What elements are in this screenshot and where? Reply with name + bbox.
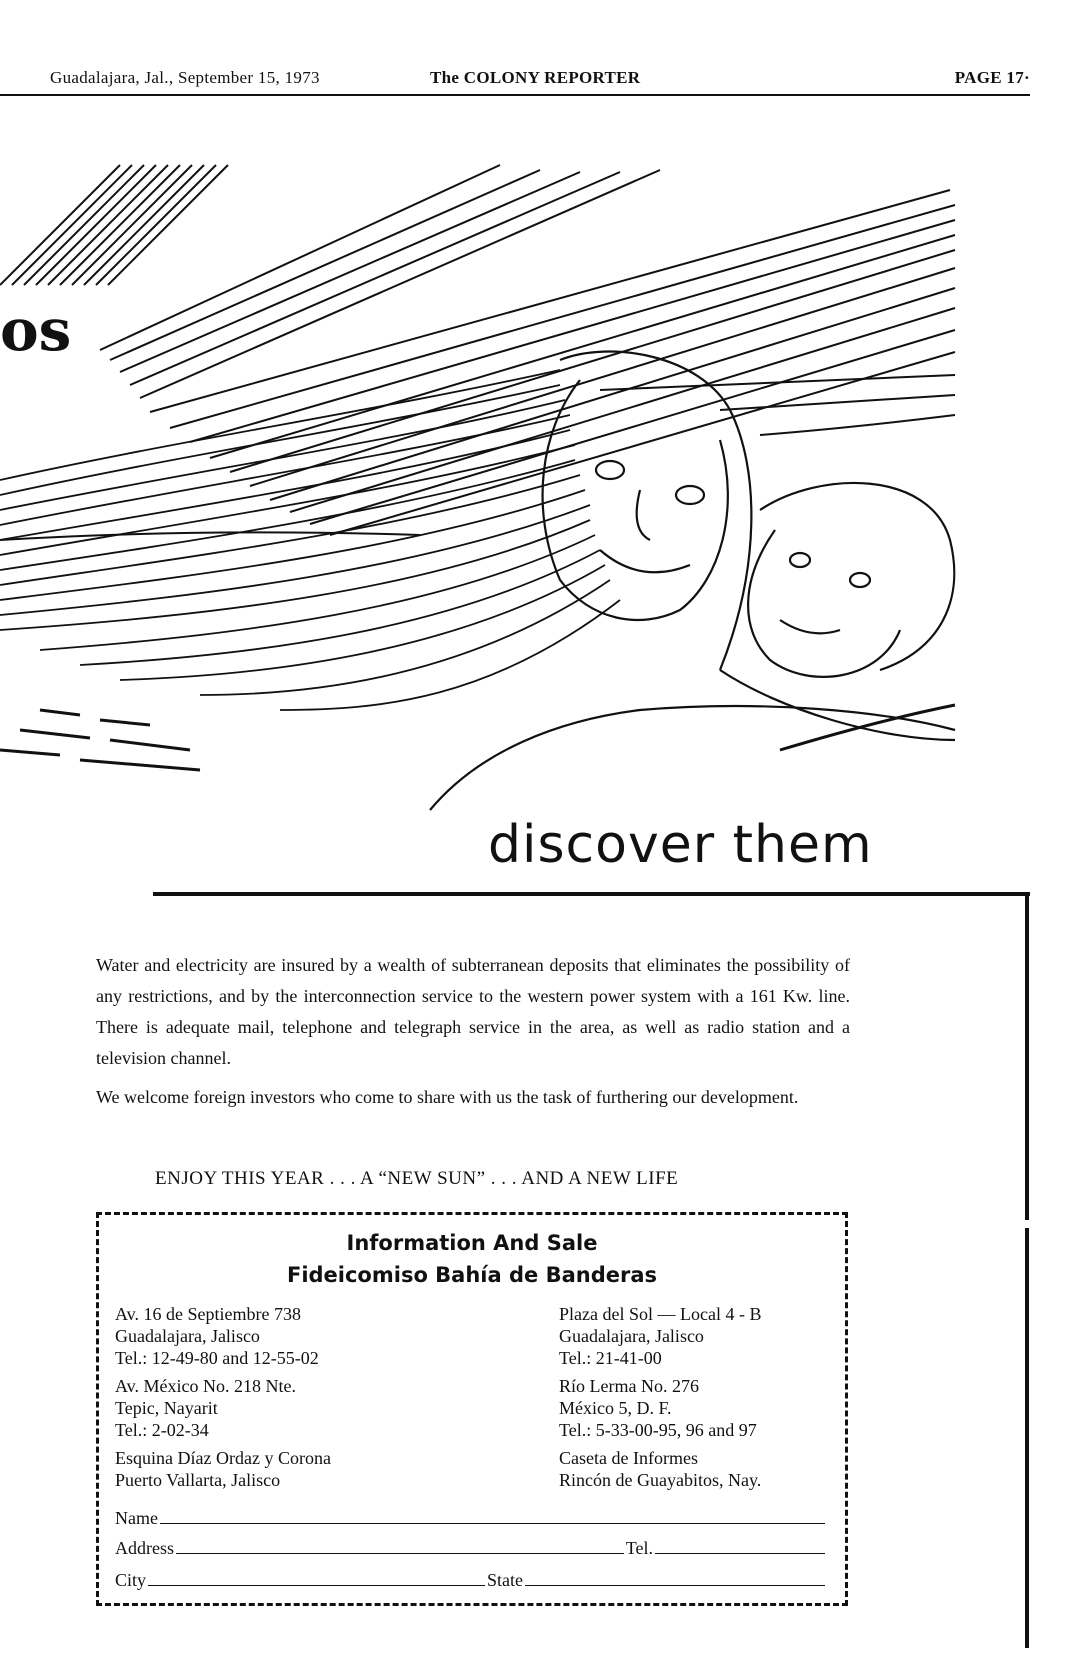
partial-headline-word: os — [0, 296, 72, 364]
office-phone: Tel.: 2-02-34 — [115, 1420, 209, 1440]
office-phone: Tel.: 21-41-00 — [559, 1348, 662, 1368]
office-address: Esquina Díaz Ordaz y Corona — [115, 1448, 331, 1468]
state-field[interactable] — [525, 1585, 825, 1586]
paragraph-investors: We welcome foreign investors who come to share with us the task of furthering our development. — [96, 1087, 799, 1107]
name-field[interactable] — [160, 1523, 825, 1524]
office-plaza-del-sol — [559, 1303, 761, 1369]
header-rule — [0, 94, 1030, 96]
ad-slogan: ENJOY THIS YEAR . . . A “NEW SUN” . . . AND A NEW LIFE — [155, 1168, 679, 1189]
form-row-city — [115, 1570, 827, 1591]
form-row-name — [115, 1508, 827, 1529]
office-city: Guadalajara, Jalisco — [115, 1326, 260, 1346]
office-phone: Tel.: 12-49-80 and 12-55-02 — [115, 1348, 319, 1368]
tagline-rule — [153, 892, 1030, 896]
ad-tagline: discover them — [488, 815, 873, 875]
frame-rule-right — [1025, 895, 1029, 1220]
masthead — [0, 62, 1030, 96]
paragraph-utilities: Water and electricity are insured by a wealth of subterranean deposits that eliminates the possibility of any restrictions, and by the interconnection service to the western power system with a 161 Kw. line. There is adequate mail, telephone and telegraph service in the area, as well as radio station and a television channel. — [96, 955, 850, 1068]
office-city: Rincón de Guayabitos, Nay. — [559, 1470, 762, 1490]
ad-illustration — [0, 110, 1030, 890]
office-city: México 5, D. F. — [559, 1398, 672, 1418]
office-guayabitos — [559, 1447, 761, 1491]
office-address: Caseta de Informes — [559, 1448, 698, 1468]
state-label: State — [487, 1570, 523, 1590]
sun-rays — [100, 165, 955, 535]
office-tepic — [115, 1375, 296, 1441]
office-city: Guadalajara, Jalisco — [559, 1326, 704, 1346]
page-number: PAGE 17· — [954, 68, 1030, 87]
city-label: City — [115, 1570, 147, 1590]
dateline: Guadalajara, Jal., September 15, 1973 — [50, 68, 320, 87]
name-label: Name — [115, 1508, 158, 1528]
office-phone: Tel.: 5-33-00-95, 96 and 97 — [559, 1420, 757, 1440]
office-address: Río Lerma No. 276 — [559, 1376, 699, 1396]
ad-body-copy — [96, 950, 850, 1121]
office-guadalajara-center — [115, 1303, 319, 1369]
tel-label: Tel. — [625, 1538, 653, 1558]
office-address: Av. México No. 218 Nte. — [115, 1376, 296, 1396]
tel-field[interactable] — [655, 1553, 825, 1554]
city-field[interactable] — [148, 1585, 485, 1586]
office-address: Plaza del Sol — Local 4 - B — [559, 1304, 762, 1324]
office-city: Tepic, Nayarit — [115, 1398, 218, 1418]
frame-rule-right-lower — [1025, 1228, 1029, 1648]
newspaper-name: The COLONY REPORTER — [430, 68, 641, 87]
sky-hatch-left — [0, 165, 228, 285]
man-figure — [748, 483, 954, 677]
beach-couple-drawing — [0, 110, 1030, 890]
woman-figure — [430, 352, 955, 810]
office-city: Puerto Vallarta, Jalisco — [115, 1470, 281, 1490]
address-label: Address — [115, 1538, 174, 1558]
office-puerto-vallarta — [115, 1447, 331, 1491]
office-mexico-city — [559, 1375, 757, 1441]
coupon-subtitle: Fideicomiso Bahía de Banderas — [286, 1263, 658, 1287]
coupon-title: Information And Sale — [346, 1231, 598, 1255]
information-coupon — [96, 1212, 848, 1606]
form-row-address — [115, 1538, 827, 1559]
address-field[interactable] — [176, 1553, 624, 1554]
office-address: Av. 16 de Septiembre 738 — [115, 1304, 301, 1324]
